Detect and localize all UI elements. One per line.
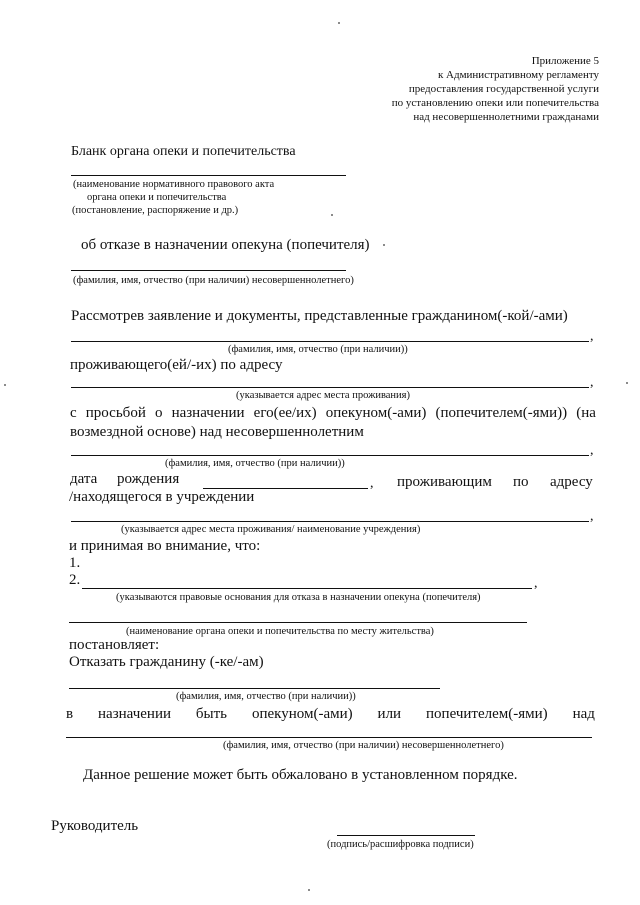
comma: , [590,375,594,390]
word: с [70,405,77,421]
organ-name-line [69,622,527,623]
fio-caption: (фамилия, имя, отчество (при наличии)) [165,458,345,469]
word: его(ее/их) [253,405,317,421]
item-number: 2. [69,572,81,588]
minor-name-line [71,455,589,456]
comma: , [534,576,538,591]
blank-title: Бланк органа опеки и попечительства [71,144,296,159]
item-2-line [82,588,532,589]
appendix-number: Приложение 5 [531,55,599,67]
head-label: Руководитель [51,818,139,834]
word: опекуном(-ами) [251,706,353,722]
organ-caption: (наименование органа опеки и попечительства по месту жительства) [126,626,434,637]
minor-name-line [71,270,346,271]
request-text [70,406,596,421]
signature-line [337,835,475,836]
by-word: по [513,474,529,490]
word: (попечителем(-ями)) [435,405,568,421]
considering-text: и принимая во внимание, что: [69,538,261,554]
scan-speck [338,22,340,24]
institution-caption: (указывается адрес места проживания/ наименование учреждения) [121,524,421,535]
appendix-line: над несовершеннолетними гражданами [413,111,599,123]
comma: , [590,509,594,524]
address-word: адресу [550,474,593,490]
grounds-caption: (указываются правовые основания для отказа в назначении опекуна (попечителя) [116,592,481,603]
word: в [66,706,74,722]
appeal-text: Данное решение может быть обжаловано в установленном порядке. [83,767,518,783]
scan-speck [4,384,6,386]
address-caption: (указывается адрес места проживания) [236,390,410,401]
comma: , [590,443,594,458]
fio-caption: (фамилия, имя, отчество (при наличии)) [228,344,408,355]
word: (на [576,405,596,421]
birth-date-label: дата [70,471,98,487]
minor-caption: (фамилия, имя, отчество (при наличии) несовершеннолетнего) [223,740,504,751]
word: попечителем(-ями) [426,706,548,722]
refuse-text: Отказать гражданину (-ке/-ам) [69,654,264,670]
word: назначении [98,706,171,722]
scan-speck [383,244,385,246]
scan-speck [626,382,628,384]
minor-name-line [66,737,592,738]
residing-word: проживающим [397,474,492,490]
minor-caption: (фамилия, имя, отчество (при наличии) несовершеннолетнего) [73,275,354,286]
citizen-name-line [69,688,440,689]
word: просьбой [85,405,146,421]
institution-line [71,521,589,522]
word: или [377,706,402,722]
applicant-name-line [71,341,589,342]
address-line [71,387,589,388]
word: быть [195,706,228,722]
appendix-line: к Административному регламенту [437,69,599,81]
comma: , [370,476,374,491]
appendix-line: по установлению опеки или попечительства [391,97,599,109]
word: над [572,706,595,722]
act-name-line [71,175,346,176]
appendix-line: предоставления государственной услуги [408,83,599,95]
considered-text: Рассмотрев заявление и документы, представленные гражданином(-кой/-ами) [71,308,568,324]
decides-text: постановляет: [69,637,160,653]
word: назначении [171,405,245,421]
birth-word: рождения [117,471,180,487]
comma: , [590,329,594,344]
residing-text: проживающего(ей/-их) по адресу [70,357,283,373]
act-caption: (постановление, распоряжение и др.) [72,205,239,216]
act-caption: органа опеки и попечительства [87,192,227,203]
request-text-continued: возмездной основе) над несовершеннолетним [70,424,364,440]
document-title: об отказе в назначении опекуна (попечителя) [81,237,370,253]
word: опекуном(-ами) [325,405,427,421]
scan-speck [331,214,333,216]
appoint-text [66,707,595,722]
act-caption: (наименование нормативного правового акта [73,179,275,190]
institution-text: /находящегося в учреждении [69,489,255,505]
item-number: 1. [69,555,81,571]
word: о [154,405,163,421]
signature-caption: (подпись/расшифровка подписи) [327,839,474,850]
fio-caption: (фамилия, имя, отчество (при наличии)) [176,691,356,702]
scan-speck [308,889,310,891]
